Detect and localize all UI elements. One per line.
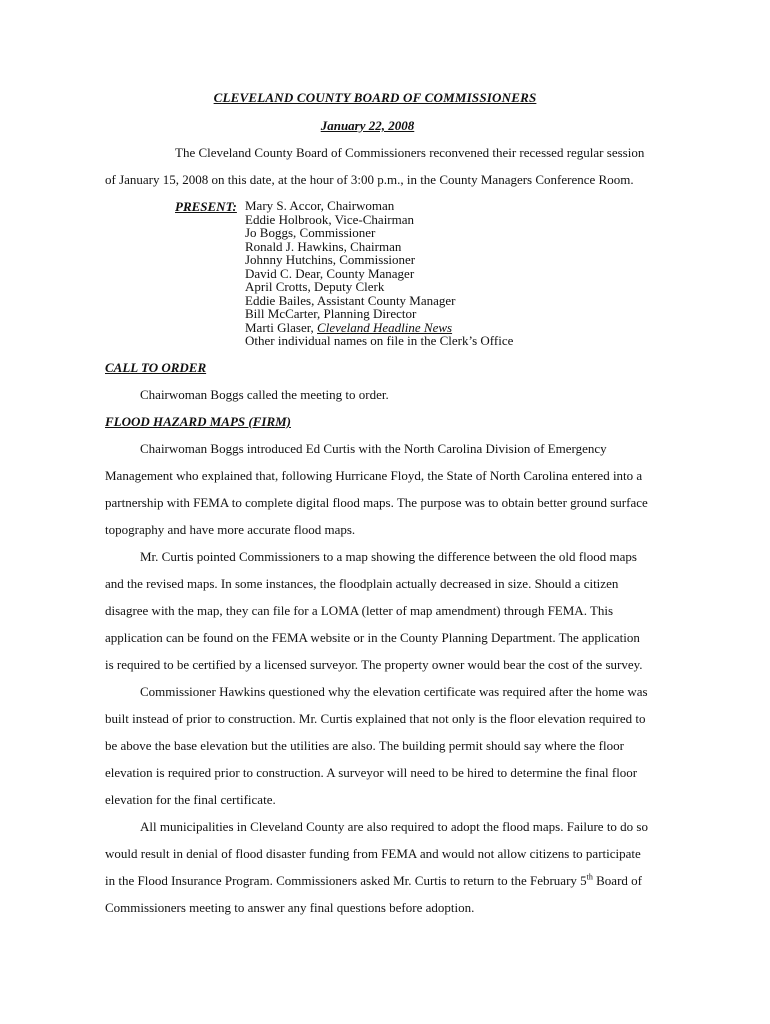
attendee-item: Eddie Bailes, Assistant County Manager — [245, 292, 456, 308]
paragraph-line-with-superscript — [105, 873, 642, 889]
paragraph-line: topography and have more accurate flood maps. — [105, 522, 356, 537]
intro-line-2: of January 15, 2008 on this date, at the hour of 3:00 p.m., in the County Managers Conference Room. — [105, 172, 634, 187]
section-heading-flood-maps: FLOOD HAZARD MAPS (FIRM) — [105, 414, 291, 429]
paragraph-line: Commissioners meeting to answer any final questions before adoption. — [105, 900, 475, 915]
paragraph-line: is required to be certified by a licensed surveyor. The property owner would bear the cost of the survey. — [105, 657, 643, 672]
present-label: PRESENT: — [175, 199, 237, 214]
attendee-item: Bill McCarter, Planning Director — [245, 306, 417, 321]
paragraph-line: Chairwoman Boggs introduced Ed Curtis with the North Carolina Division of Emergency — [140, 441, 607, 456]
attendee-organization: Cleveland Headline News — [317, 319, 453, 335]
paragraph-line: would result in denial of flood disaster funding from FEMA and would not allow citizens to participate — [105, 846, 641, 861]
paragraph-line: Management who explained that, following Hurricane Floyd, the State of North Carolina entered into a — [105, 468, 643, 483]
paragraph-line: and the revised maps. In some instances, the floodplain actually decreased in size. Should a citizen — [105, 576, 619, 591]
call-to-order-text: Chairwoman Boggs called the meeting to order. — [140, 387, 389, 402]
document-title: CLEVELAND COUNTY BOARD OF COMMISSIONERS — [213, 90, 537, 105]
intro-line-1: The Cleveland County Board of Commissioners reconvened their recessed regular session — [175, 145, 645, 160]
section-heading-call-to-order: CALL TO ORDER — [105, 360, 207, 375]
paragraph-line: Commissioner Hawkins questioned why the elevation certificate was required after the home was — [140, 684, 648, 699]
attendee-item: Mary S. Accor, Chairwoman — [245, 198, 395, 213]
attendee-item: David C. Dear, County Manager — [245, 265, 415, 281]
line-text: in the Flood Insurance Program. Commissioners asked Mr. Curtis to return to the February 5 — [105, 873, 587, 888]
attendee-item-glaser — [245, 321, 513, 335]
attendee-item: Ronald J. Hawkins, Chairman — [245, 238, 402, 254]
paragraph-line: elevation for the final certificate. — [105, 792, 276, 807]
paragraph-line: partnership with FEMA to complete digital flood maps. The purpose was to obtain better ground surface — [105, 495, 648, 510]
attendee-list — [245, 199, 513, 348]
paragraph-line: All municipalities in Cleveland County are also required to adopt the flood maps. Failure to do so — [140, 819, 648, 834]
meeting-date: January 22, 2008 — [320, 118, 415, 133]
attendee-name: Marti Glaser, — [245, 319, 314, 335]
paragraph-line: disagree with the map, they can file for a LOMA (letter of map amendment) through FEMA. This — [105, 603, 614, 618]
paragraph-line: Mr. Curtis pointed Commissioners to a map showing the difference between the old flood maps — [140, 549, 637, 564]
paragraph-line: built instead of prior to construction. Mr. Curtis explained that not only is the floor elevation required to — [105, 711, 646, 726]
attendee-item: April Crotts, Deputy Clerk — [245, 279, 385, 294]
attendee-item: Eddie Holbrook, Vice-Chairman — [245, 211, 415, 227]
attendee-item: Johnny Hutchins, Commissioner — [245, 252, 416, 267]
ordinal-suffix: th — [586, 872, 593, 882]
paragraph-line: elevation is required prior to construction. A surveyor will need to be hired to determine the final floor — [105, 765, 638, 780]
paragraph-line: application can be found on the FEMA website or in the County Planning Department. The application — [105, 630, 640, 645]
attendee-item: Jo Boggs, Commissioner — [245, 225, 376, 240]
attendee-note: Other individual names on file in the Clerk’s Office — [245, 333, 514, 348]
line-text: Board of — [592, 873, 642, 888]
paragraph-line: be above the base elevation but the utilities are also. The building permit should say where the floor — [105, 738, 624, 753]
